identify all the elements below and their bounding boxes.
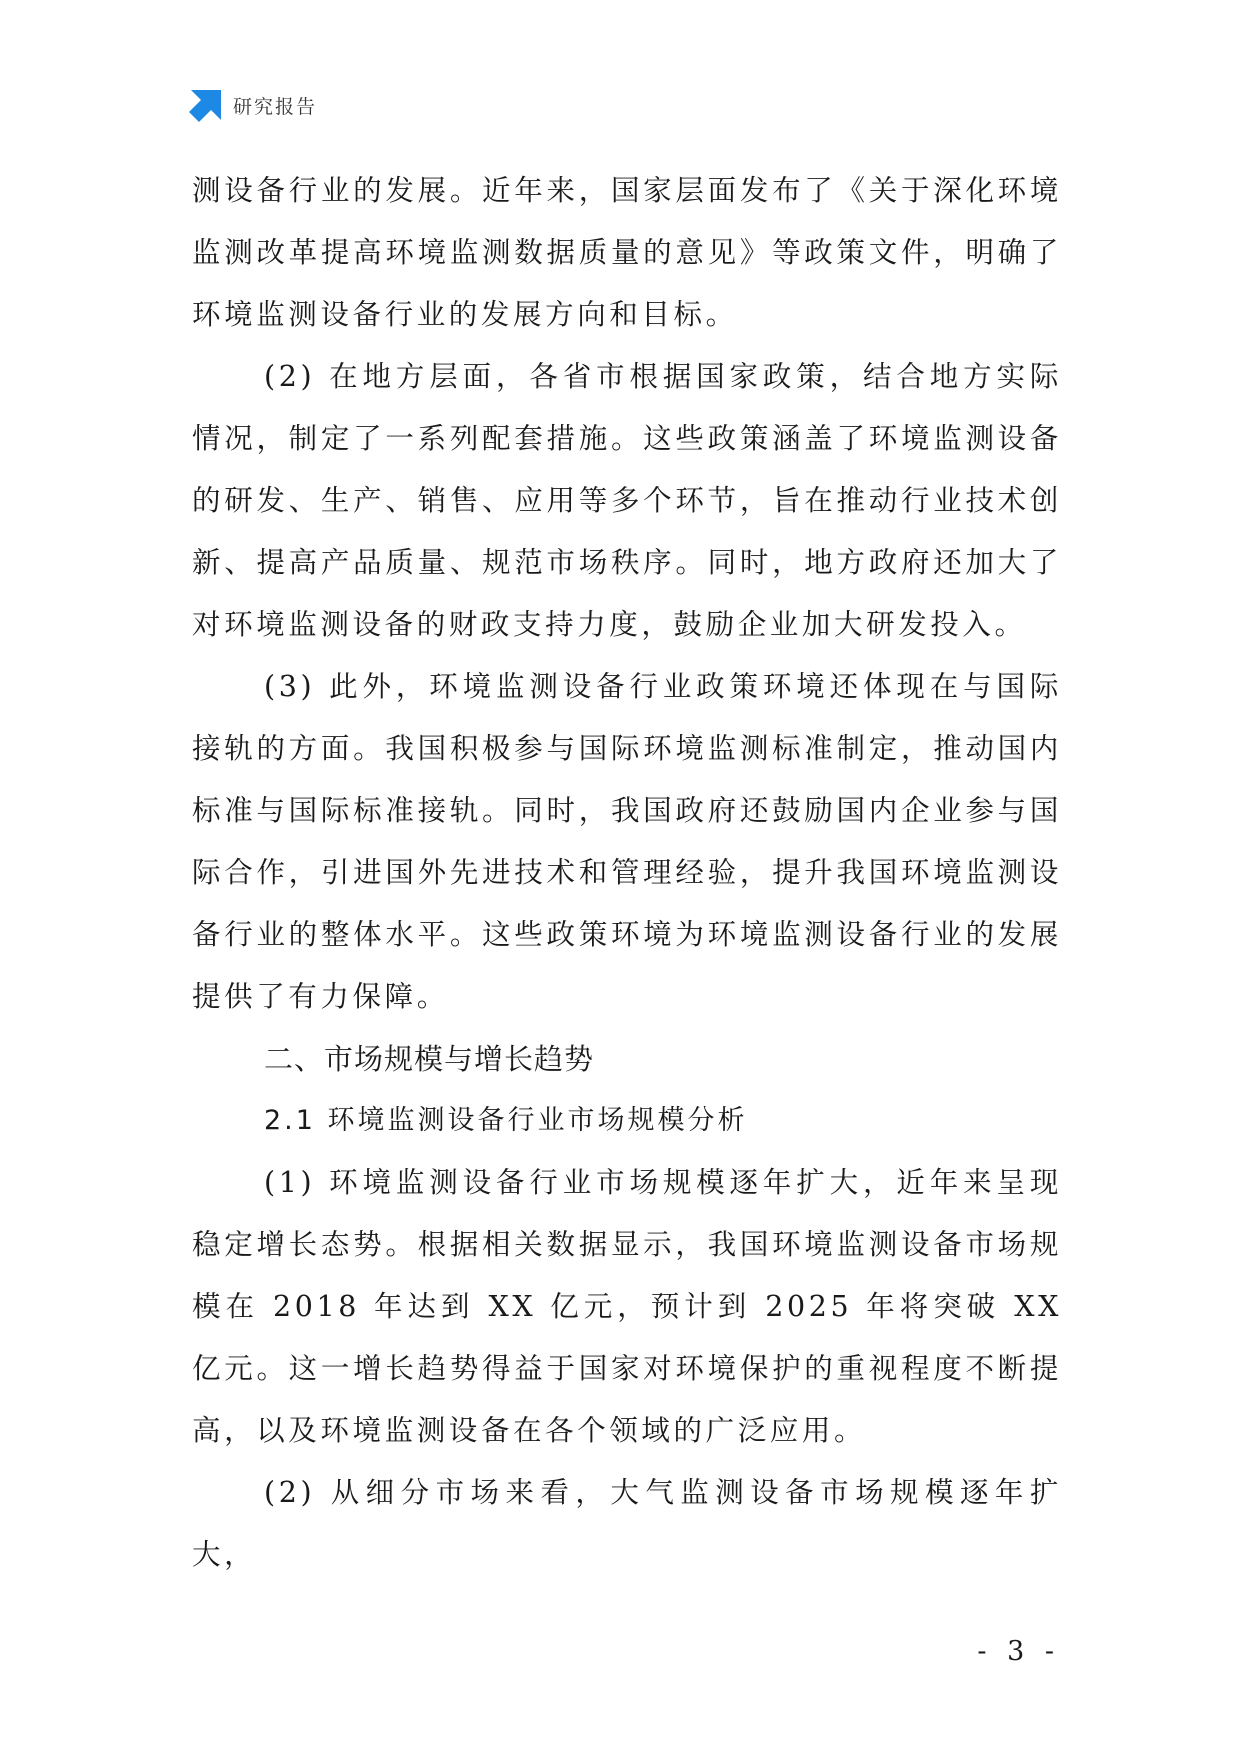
- paragraph-local-policy: (2) 在地方层面，各省市根据国家政策，结合地方实际情况，制定了一系列配套措施。这些政策涵盖了环境监测设备的研发、生产、销售、应用等多个环节，旨在推动行业技术创新、提高产品质量、规范市场秩序。同时，地方政府还加大了对环境监测设备的财政支持力度，鼓励企业加大研发投入。: [192, 360, 1062, 641]
- paragraph-continued: 测设备行业的发展。近年来，国家层面发布了《关于深化环境监测改革提高环境监测数据质量的意见》等政策文件，明确了环境监测设备行业的发展方向和目标。: [192, 174, 1062, 331]
- paragraph-segment-market: (2) 从细分市场来看，大气监测设备市场规模逐年扩大，: [192, 1476, 1062, 1571]
- section-heading: 二、市场规模与增长趋势: [264, 1042, 595, 1076]
- document-body: [192, 160, 1062, 1586]
- paragraph-international: (3) 此外，环境监测设备行业政策环境还体现在与国际接轨的方面。我国积极参与国际环境监测标准制定，推动国内标准与国际标准接轨。同时，我国政府还鼓励国内企业参与国际合作，引进国外先进技术和管理经验，提升我国环境监测设备行业的整体水平。这些政策环境为环境监测设备行业的发展提供了有力保障。: [192, 670, 1062, 1013]
- subsection-heading: 2.1 环境监测设备行业市场规模分析: [264, 1105, 748, 1136]
- arrow-up-right-logo-icon: [189, 88, 223, 122]
- report-header: [189, 88, 317, 122]
- page-number: - 3 -: [977, 1636, 1060, 1667]
- header-title: 研究报告: [233, 95, 318, 118]
- paragraph-market-size: (1) 环境监测设备行业市场规模逐年扩大，近年来呈现稳定增长态势。根据相关数据显示，我国环境监测设备市场规模在 2018 年达到 XX 亿元，预计到 2025 年将突破 XX 亿元。这一增长趋势得益于国家对环境保护的重视程度不断提高，以及环境监测设备在各个领域的广泛应用。: [192, 1166, 1062, 1447]
